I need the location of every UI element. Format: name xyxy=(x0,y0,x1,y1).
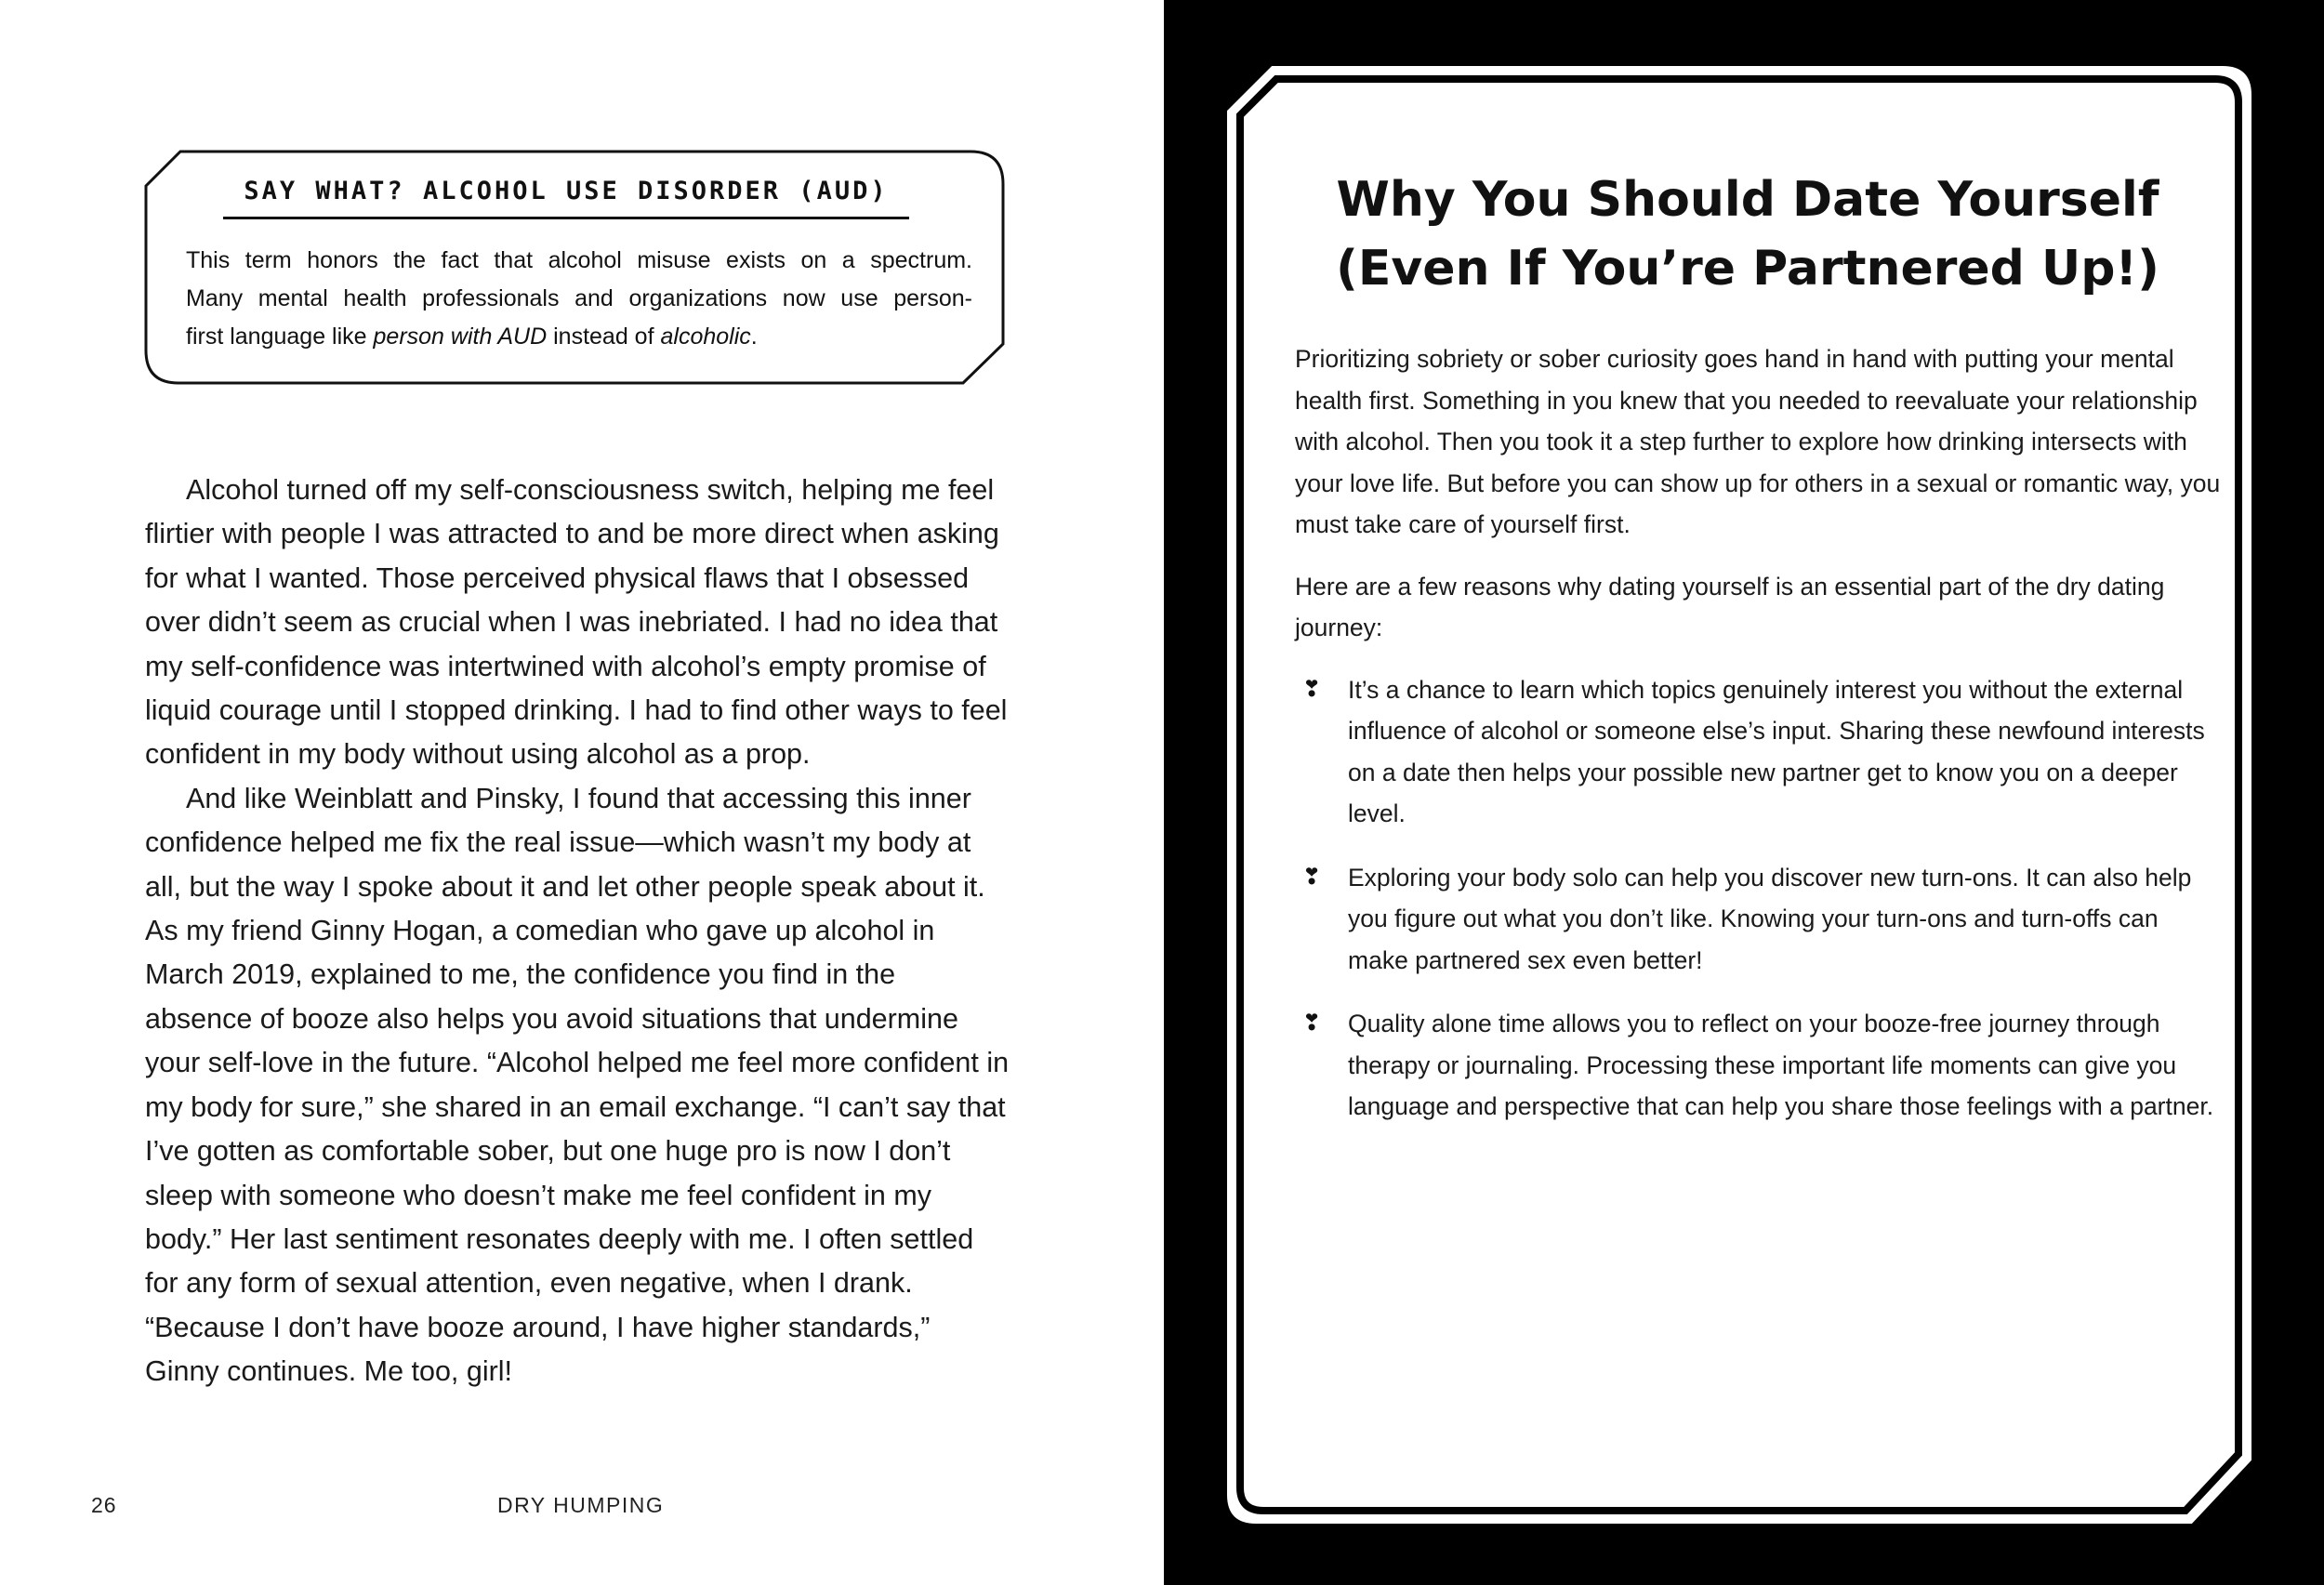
running-footer-title: DRY HUMPING xyxy=(497,1493,665,1517)
heading-line: (Even If You’re Partnered Up!) xyxy=(1336,241,2159,297)
list-item xyxy=(1295,1003,2225,1128)
heart-bullet-icon: ❣ xyxy=(1302,1010,1322,1036)
callout-text: first language like xyxy=(186,324,374,350)
list-item xyxy=(1295,669,2225,835)
heading-line: Why You Should Date Yourself xyxy=(1336,172,2159,228)
callout-title: SAY WHAT? ALCOHOL USE DISORDER (AUD) xyxy=(244,177,889,205)
callout-line: Many mental health professionals and organizations now use person- xyxy=(186,285,972,311)
body-text xyxy=(145,469,1010,1394)
reasons-list xyxy=(1295,669,2225,1128)
heart-bullet-icon: ❣ xyxy=(1302,676,1322,702)
callout-line xyxy=(186,318,972,356)
heart-bullet-icon: ❣ xyxy=(1302,864,1322,890)
body-paragraph: And like Weinblatt and Pinsky, I found that accessing this inner confidence helped me fix the real issue—which wasn’t my body at all, but the way I spoke about it and let other people speak about it. As my friend Ginny Hogan, a comedian who gave up alcohol in March 2019, explained to me, the confidence you find in the absence of booze also helps you avoid situations that undermine your self-love in the future. “Alcohol helped me feel more confident in my body for sure,” she shared in an email exchange. “I can’t say that I’ve gotten as comfortable sober, but one huge pro is now I don’t sleep with someone who doesn’t make me feel confident in my body.” Her last sentiment resonates deeply with me. I often settled for any form of sexual attention, even negative, when I drank. “Because I don’t have booze around, I have higher standards,” Ginny continues. Me too, girl! xyxy=(145,782,1010,1388)
callout-emphasis: alcoholic xyxy=(660,324,751,350)
intro-paragraph: Prioritizing sobriety or sober curiosity goes hand in hand with putting your mental health first. Something in you knew that you needed to reevaluate your relationship with alcohol. Then you took it a step further to explore how drinking intersects with your love life. But before you can show up for others in a sexual or romantic way, you must take care of yourself first. xyxy=(1295,345,2221,538)
page-number: 26 xyxy=(91,1493,117,1517)
body-paragraph: Alcohol turned off my self-consciousness switch, helping me feel flirtier with people I was attracted to and be more direct when asking for what I wanted. Those perceived physical flaws that I obsessed over didn’t seem as crucial when I was inebriated. I had no idea that my self-confidence was intertwined with alcohol’s empty promise of liquid courage until I stopped drinking. I had to find other ways to feel confident in my body without using alcohol as a prop. xyxy=(145,474,1008,771)
callout-body xyxy=(186,242,972,356)
callout-line: This term honors the fact that alcohol misuse exists on a spectrum. xyxy=(186,247,972,273)
callout-emphasis: person with AUD xyxy=(373,324,548,350)
list-item-text: It’s a chance to learn which topics genuinely interest you without the external influence of alcohol or someone else’s input. Sharing these newfound interests on a date then helps your possible new partner get to know you on a deeper level. xyxy=(1348,675,2205,827)
section-heading xyxy=(1236,165,2259,303)
callout-divider xyxy=(223,217,909,219)
callout-box xyxy=(143,149,1006,386)
list-item-text: Exploring your body solo can help you discover new turn-ons. It can also help you figure out what you don’t like. Knowing your turn-ons and turn-offs can make partnered sex even better! xyxy=(1348,863,2192,974)
list-item xyxy=(1295,857,2225,982)
callout-text: instead of xyxy=(547,324,661,350)
list-item-text: Quality alone time allows you to reflect on your booze-free journey through therapy or journaling. Processing these important life moments can give you language and perspective that can help you share those feelings with a partner. xyxy=(1348,1010,2214,1120)
sidebar-text xyxy=(1295,338,2225,1150)
lead-in-paragraph: Here are a few reasons why dating yourself is an essential part of the dry dating journey: xyxy=(1295,572,2165,641)
callout-text: . xyxy=(750,324,758,350)
